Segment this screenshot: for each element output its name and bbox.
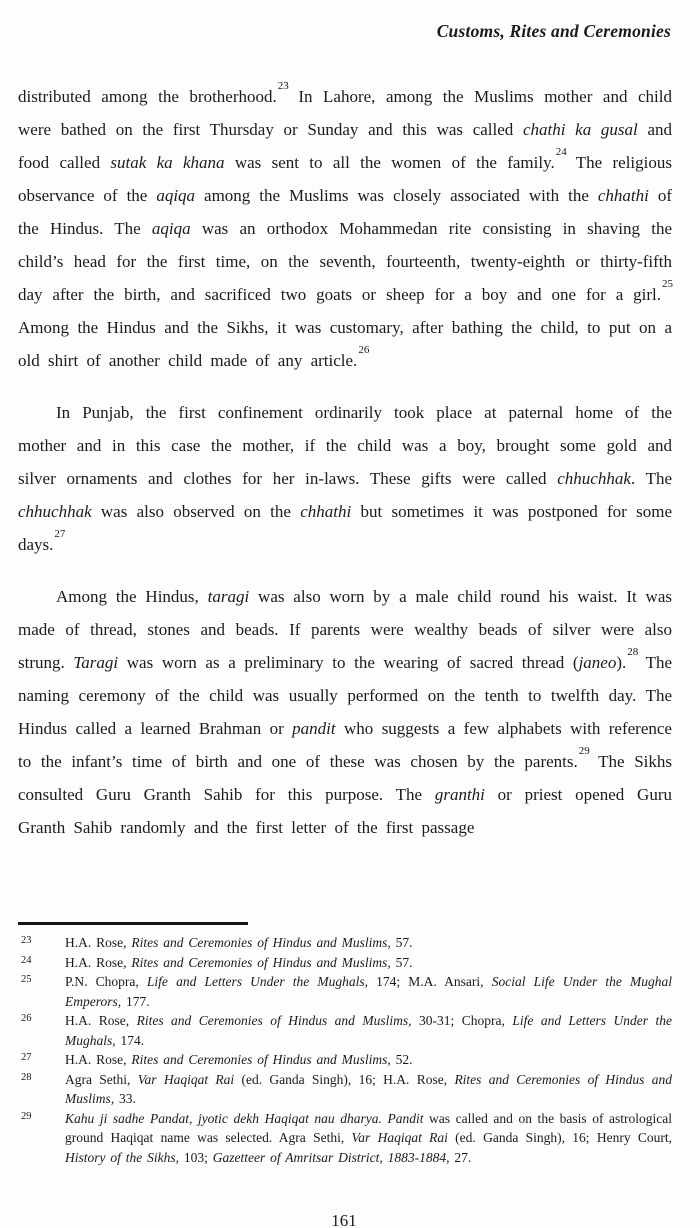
footnote-list	[18, 933, 672, 1167]
footnote-number: 26	[21, 1013, 32, 1024]
footnote-text: H.A. Rose, Rites and Ceremonies of Hindus and Muslims, 57.	[65, 954, 413, 970]
footnote-number: 23	[21, 935, 32, 946]
footnote-divider	[18, 922, 248, 925]
footnote-item	[18, 1109, 672, 1168]
footnote-item	[18, 1070, 672, 1109]
footnote-item	[18, 1011, 672, 1050]
running-head: Customs, Rites and Ceremonies	[436, 21, 671, 41]
page-number: 161	[331, 1211, 357, 1228]
footnote-text: H.A. Rose, Rites and Ceremonies of Hindus and Muslims, 52.	[65, 1052, 413, 1067]
body-text	[18, 80, 672, 863]
footnote-item	[18, 1050, 672, 1070]
footnote-text: Agra Sethi, Var Haqiqat Rai (ed. Ganda Singh), 16; H.A. Rose, Rites and Ceremonies of Hindus and Muslims, 33.	[65, 1071, 672, 1106]
footnote-number: 27	[21, 1052, 32, 1063]
footnote-item	[18, 972, 672, 1011]
footnote-text: H.A. Rose, Rites and Ceremonies of Hindus and Muslims, 30-31; Chopra, Life and Letters Under the Mughals, 174.	[65, 1013, 672, 1048]
footnote-text: H.A. Rose, Rites and Ceremonies of Hindus and Muslims, 57.	[65, 935, 413, 950]
footnote-item	[18, 953, 672, 973]
paragraph: Among the Hindus, taragi was also worn by a male child round his waist. It was made of thread, stones and beads. If parents were wealthy beads of silver were also strung. Taragi was worn as a preliminary to the wearing of sacred thread (janeo).$^{28}$ The naming ceremony of the child was usually performed on the tenth to twelfth day. The Hindus called a learned Brahman or pandit who suggests a few alphabets with reference to the infant’s time of birth and one of these was chosen by the parents.$^{29}$ The Sikhs consulted Guru Granth Sahib for this purpose. The granthi or priest opened Guru Granth Sahib randomly and the first letter of the first passage	[18, 587, 673, 837]
footnote-text: Kahu ji sadhe Pandat, jyotic dekh Haqiqat nau dharya. Pandit was called and on the basis of astrological ground Haqiqat name was selected. Agra Sethi, Var Haqiqat Rai (ed. Ganda Singh), 16; Henry Court, History of the Sikhs, 103; Gazetteer of Amritsar District, 1883-1884, 27.	[65, 1110, 673, 1165]
footnote-number: 24	[21, 954, 32, 966]
footnote-number: 25	[21, 974, 32, 985]
footnote-text: P.N. Chopra, Life and Letters Under the Mughals, 174; M.A. Ansari, Social Life Under the Mughal Emperors, 177.	[65, 974, 672, 1009]
paragraph: distributed among the brotherhood.$^{23}$ In Lahore, among the Muslims mother and child were bathed on the first Thursday or Sunday and this was called chathi ka gusal and food called sutak ka khana was sent to all the women of the family.$^{24}$ The religious observance of the aqiqa among the Muslims was closely associated with the chhathi of the Hindus. The aqiqa was an orthodox Mohammedan rite consisting in shaving the child’s head for the first time, on the seventh, fourteenth, twenty-eighth or thirty-fifth day after the birth, and sacrificed two goats or sheep for a boy and one for a girl.$^{25}$ Among the Hindus and the Sikhs, it was customary, after bathing the child, to put on a old shirt of another child made of any article.$^{26}$	[18, 80, 673, 370]
paragraph: In Punjab, the first confinement ordinarily took place at paternal home of the mother and in this case the mother, if the child was a boy, brought some gold and silver ornaments and clothes for her in-laws. These gifts were called chhuchhak. The chhuchhak was also observed on the chhathi but sometimes it was postponed for some days.$^{27}$	[18, 403, 672, 554]
footnote-number: 29	[21, 1110, 32, 1122]
footnote-number: 28	[21, 1071, 32, 1083]
footnote-item	[18, 933, 672, 953]
